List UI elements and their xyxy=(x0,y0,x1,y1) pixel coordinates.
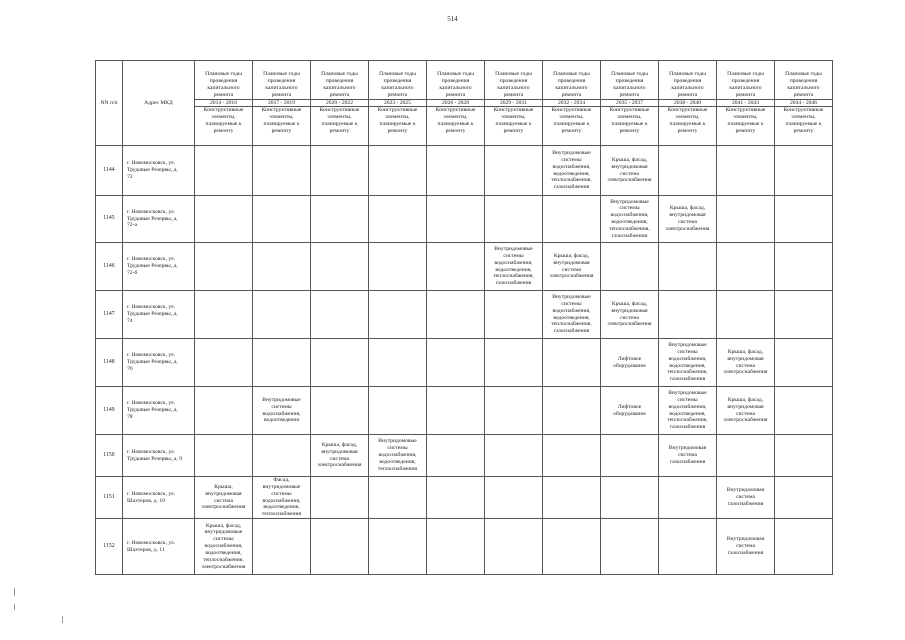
work-cell xyxy=(543,387,601,435)
elements-label: Конструктивные элементы, планируемые к ремонту xyxy=(609,107,650,134)
work-cell xyxy=(543,196,601,243)
work-cell xyxy=(775,146,833,196)
work-cell xyxy=(311,339,369,387)
header-row xyxy=(96,61,833,146)
period-header xyxy=(659,61,717,146)
work-cell xyxy=(253,243,311,291)
table-row xyxy=(96,339,833,387)
elements-label: Конструктивные элементы, планируемые к ремонту xyxy=(203,107,244,134)
period-header xyxy=(311,61,369,146)
period-header xyxy=(775,61,833,146)
row-number: 1151 xyxy=(96,477,123,519)
work-cell xyxy=(543,339,601,387)
table-row xyxy=(96,243,833,291)
work-cell: Лифтовое оборудование xyxy=(601,339,659,387)
work-cell xyxy=(659,291,717,339)
work-cell xyxy=(775,519,833,575)
work-cell xyxy=(775,291,833,339)
work-cell xyxy=(485,477,543,519)
work-cell xyxy=(601,519,659,575)
elements-label: Конструктивные элементы, планируемые к ремонту xyxy=(551,107,592,134)
period-label: Плановые годы проведения капитального ремонта xyxy=(611,71,648,98)
work-cell xyxy=(369,477,427,519)
work-cell: Крыша, фасад, внутридомовая система электроснабжения xyxy=(601,291,659,339)
work-cell xyxy=(485,196,543,243)
row-number: 1152 xyxy=(96,519,123,575)
elements-label: Конструктивные элементы, планируемые к ремонту xyxy=(667,107,708,134)
work-cell: Внутридомовые системы водоснабжения, водоотведения, теплоснабжения, газоснабжения xyxy=(543,146,601,196)
work-cell xyxy=(369,519,427,575)
work-cell xyxy=(485,146,543,196)
work-cell xyxy=(195,339,253,387)
row-number: 1146 xyxy=(96,243,123,291)
period-header xyxy=(717,61,775,146)
period-years: 2014 - 2016 xyxy=(195,99,252,108)
work-cell: Внутридомовые системы водоснабжения, водоотведения, теплоснабжения, газоснабжения xyxy=(659,339,717,387)
work-cell xyxy=(311,146,369,196)
work-cell xyxy=(601,243,659,291)
table-row xyxy=(96,477,833,519)
work-cell: Внутридомовая система газоснабжения xyxy=(717,477,775,519)
period-label: Плановые годы проведения капитального ремонта xyxy=(437,71,474,98)
work-cell: Внутридомовые системы водоснабжения, водоотведения, теплоснабжения, газоснабжения xyxy=(543,291,601,339)
work-cell xyxy=(427,196,485,243)
period-header xyxy=(195,61,253,146)
work-cell: Крыша, фасад, внутридомовая система электроснабжения xyxy=(601,146,659,196)
period-label: Плановые годы проведения капитального ремонта xyxy=(669,71,706,98)
period-years: 2020 - 2022 xyxy=(311,99,368,108)
row-number: 1145 xyxy=(96,196,123,243)
work-cell xyxy=(543,435,601,477)
work-cell xyxy=(717,196,775,243)
work-cell xyxy=(775,243,833,291)
period-label: Плановые годы проведения капитального ремонта xyxy=(553,71,590,98)
work-cell xyxy=(427,519,485,575)
repair-schedule-table xyxy=(95,60,833,575)
work-cell xyxy=(369,387,427,435)
page-number: 514 xyxy=(447,15,458,23)
period-label: Плановые годы проведения капитального ремонта xyxy=(785,71,822,98)
work-cell xyxy=(427,243,485,291)
table-row xyxy=(96,519,833,575)
period-label: Плановые годы проведения капитального ремонта xyxy=(379,71,416,98)
period-label: Плановые годы проведения капитального ремонта xyxy=(495,71,532,98)
elements-label: Конструктивные элементы, планируемые к ремонту xyxy=(493,107,534,134)
work-cell xyxy=(253,435,311,477)
period-header xyxy=(427,61,485,146)
work-cell xyxy=(195,387,253,435)
work-cell: Крыша, фасад, внутридомовая система электроснабжения xyxy=(717,387,775,435)
period-header xyxy=(543,61,601,146)
period-years: 2038 - 2040 xyxy=(659,99,716,108)
work-cell xyxy=(311,387,369,435)
work-cell xyxy=(485,387,543,435)
work-cell: Внутридомовые системы водоснабжения, водоотведения xyxy=(253,387,311,435)
period-label: Плановые годы проведения капитального ремонта xyxy=(727,71,764,98)
row-address: г. Новомосковск, ул. Трудовые Резервы, д. 9 xyxy=(123,435,195,477)
work-cell xyxy=(427,435,485,477)
work-cell xyxy=(543,477,601,519)
period-header xyxy=(485,61,543,146)
address-header: Адрес МКД xyxy=(123,61,195,146)
margin-mark xyxy=(14,604,15,610)
work-cell xyxy=(717,243,775,291)
work-cell: Лифтовое оборудование xyxy=(601,387,659,435)
work-cell xyxy=(485,519,543,575)
work-cell xyxy=(543,519,601,575)
period-years: 2017 - 2019 xyxy=(253,99,310,108)
work-cell: Фасад, внутридомовые системы водоснабжения, водоотведения, теплоснабжения xyxy=(253,477,311,519)
work-cell xyxy=(659,243,717,291)
row-number: 1150 xyxy=(96,435,123,477)
work-cell xyxy=(369,291,427,339)
row-address: г. Новомосковск, ул. Трудовые Резервы, д. 76 xyxy=(123,339,195,387)
row-number: 1148 xyxy=(96,339,123,387)
work-cell xyxy=(369,196,427,243)
margin-mark xyxy=(14,588,15,596)
row-address: г. Новомосковск, ул. Трудовые Резервы, д. 72 xyxy=(123,146,195,196)
work-cell xyxy=(195,291,253,339)
work-cell xyxy=(485,291,543,339)
period-years: 2026 - 2028 xyxy=(427,99,484,108)
row-address: г. Новомосковск, ул. Трудовые Резервы, д. 72-б xyxy=(123,243,195,291)
work-cell: Внутридомовые системы водоснабжения, водоотведения, теплоснабжения, газоснабжения xyxy=(601,196,659,243)
work-cell xyxy=(311,196,369,243)
elements-label: Конструктивные элементы, планируемые к ремонту xyxy=(783,107,824,134)
work-cell xyxy=(659,146,717,196)
margin-mark xyxy=(62,616,63,623)
period-label: Плановые годы проведения капитального ремонта xyxy=(263,71,300,98)
work-cell xyxy=(427,477,485,519)
work-cell: Внутридомовая система газоснабжения xyxy=(659,435,717,477)
elements-label: Конструктивные элементы, планируемые к ремонту xyxy=(377,107,418,134)
work-cell xyxy=(427,291,485,339)
period-label: Плановые годы проведения капитального ремонта xyxy=(205,71,242,98)
row-number: 1144 xyxy=(96,146,123,196)
period-label: Плановые годы проведения капитального ремонта xyxy=(321,71,358,98)
work-cell: Крыша, фасад, внутридомовая система электроснабжения xyxy=(543,243,601,291)
no-header: NN п/п xyxy=(96,61,123,146)
period-years: 2041 - 2043 xyxy=(717,99,774,108)
table-row xyxy=(96,146,833,196)
work-cell: Крыша, фасад, внутридомовая система электроснабжения xyxy=(659,196,717,243)
work-cell xyxy=(717,291,775,339)
work-cell xyxy=(717,435,775,477)
table-row xyxy=(96,196,833,243)
work-cell xyxy=(659,519,717,575)
work-cell xyxy=(253,291,311,339)
work-cell xyxy=(427,339,485,387)
work-cell xyxy=(253,519,311,575)
period-years: 2029 - 2031 xyxy=(485,99,542,108)
period-years: 2044 - 2046 xyxy=(775,99,832,108)
work-cell xyxy=(195,146,253,196)
table-row xyxy=(96,387,833,435)
row-address: г. Новомосковск, ул. Шахтеров, д. 10 xyxy=(123,477,195,519)
row-number: 1149 xyxy=(96,387,123,435)
period-header xyxy=(601,61,659,146)
work-cell xyxy=(485,435,543,477)
period-years: 2035 - 2037 xyxy=(601,99,658,108)
work-cell xyxy=(659,477,717,519)
work-cell xyxy=(775,339,833,387)
period-years: 2032 - 2034 xyxy=(543,99,600,108)
work-cell xyxy=(601,435,659,477)
row-address: г. Новомосковск, ул. Трудовые Резервы, д. 74 xyxy=(123,291,195,339)
work-cell xyxy=(485,339,543,387)
work-cell: Внутридомовые системы водоснабжения, водоотведения, теплоснабжения xyxy=(369,435,427,477)
row-address: г. Новомосковск, ул. Трудовые Резервы, д. 72-а xyxy=(123,196,195,243)
elements-label: Конструктивные элементы, планируемые к ремонту xyxy=(725,107,766,134)
work-cell: Внутридомовые системы водоснабжения, водоотведения, теплоснабжения, газоснабжения xyxy=(485,243,543,291)
row-address: г. Новомосковск, ул. Трудовые Резервы, д. 78 xyxy=(123,387,195,435)
work-cell xyxy=(195,435,253,477)
row-number: 1147 xyxy=(96,291,123,339)
work-cell xyxy=(311,519,369,575)
work-cell xyxy=(775,387,833,435)
work-cell xyxy=(311,243,369,291)
work-cell xyxy=(311,291,369,339)
work-cell xyxy=(775,435,833,477)
work-cell: Крыша, фасад, внутридомовые системы водоснабжения, водоотведения, теплоснабжения, электроснабжения xyxy=(195,519,253,575)
table-row xyxy=(96,291,833,339)
work-cell xyxy=(717,146,775,196)
work-cell: Крыша, фасад, внутридомовая система электроснабжения xyxy=(311,435,369,477)
work-cell xyxy=(369,146,427,196)
work-cell xyxy=(427,146,485,196)
elements-label: Конструктивные элементы, планируемые к ремонту xyxy=(435,107,476,134)
work-cell: Внутридомовые системы водоснабжения, водоотведения, теплоснабжения, газоснабжения xyxy=(659,387,717,435)
work-cell xyxy=(369,243,427,291)
work-cell xyxy=(311,477,369,519)
work-cell xyxy=(601,477,659,519)
period-header xyxy=(369,61,427,146)
work-cell: Внутридомовая система газоснабжения xyxy=(717,519,775,575)
elements-label: Конструктивные элементы, планируемые к ремонту xyxy=(261,107,302,134)
work-cell xyxy=(195,243,253,291)
table-row xyxy=(96,435,833,477)
work-cell xyxy=(369,339,427,387)
work-cell: Крыша, фасад, внутридомовая система электроснабжения xyxy=(717,339,775,387)
work-cell: Крыша, внутридомовая система электроснабжения xyxy=(195,477,253,519)
work-cell xyxy=(253,339,311,387)
work-cell xyxy=(253,146,311,196)
work-cell xyxy=(775,196,833,243)
work-cell xyxy=(253,196,311,243)
work-cell xyxy=(195,196,253,243)
row-address: г. Новомосковск, ул. Шахтеров, д. 11 xyxy=(123,519,195,575)
period-years: 2023 - 2025 xyxy=(369,99,426,108)
period-header xyxy=(253,61,311,146)
work-cell xyxy=(775,477,833,519)
work-cell xyxy=(427,387,485,435)
elements-label: Конструктивные элементы, планируемые к ремонту xyxy=(319,107,360,134)
